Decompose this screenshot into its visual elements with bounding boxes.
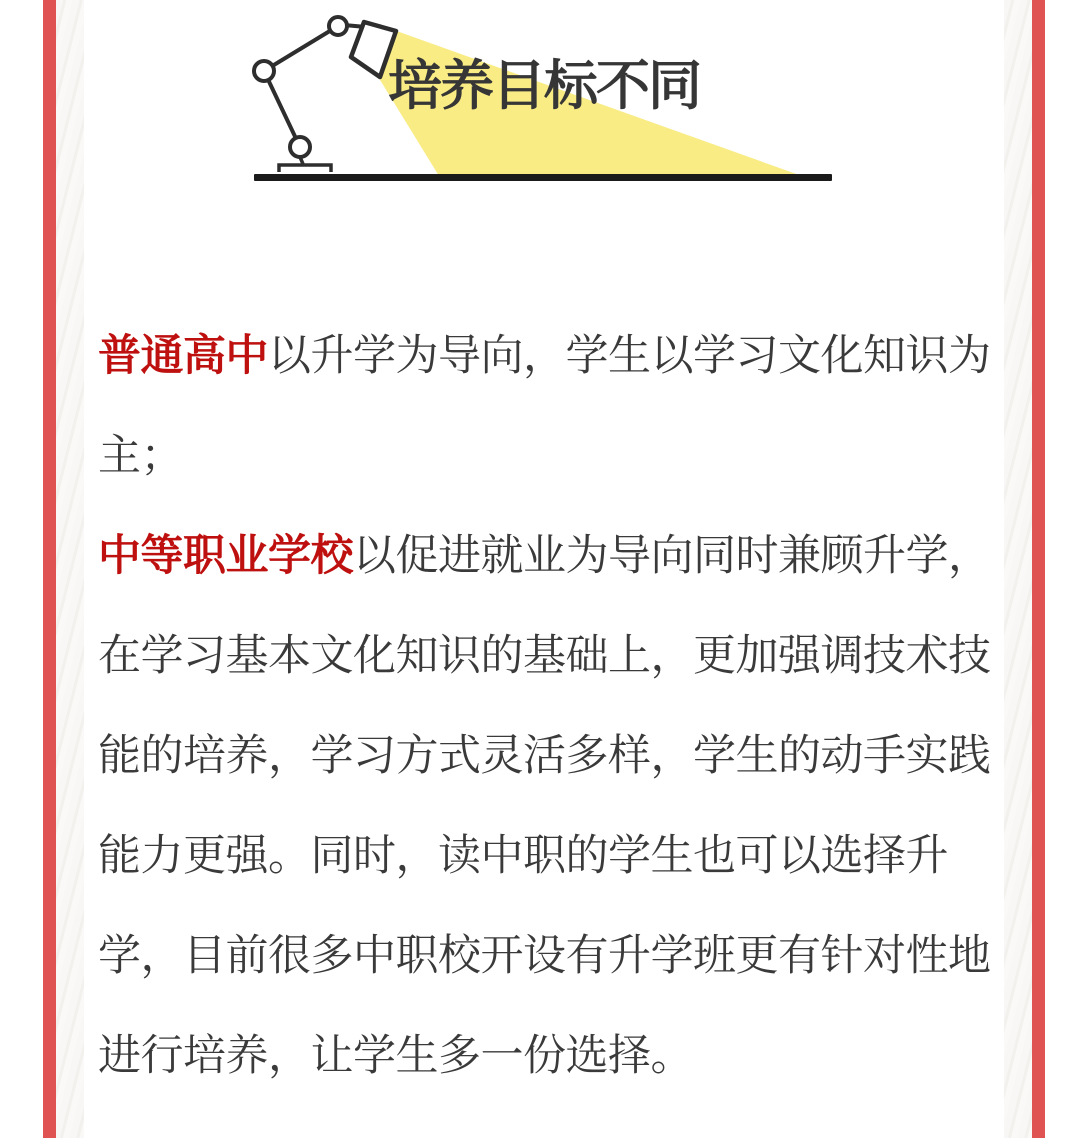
header-divider-rule [254,174,832,181]
paragraph-regular-high-school [98,306,998,506]
section-title: 培养目标不同 [388,56,700,116]
highlight-vocational-school: 中等职业学校 [98,532,353,580]
paragraph-text: 以升学为导向，学生以学习文化知识为主； [98,332,991,480]
paragraph-vocational-school [98,506,998,1106]
highlight-regular-high-school: 普通高中 [98,332,268,380]
article-body [98,306,998,1106]
paragraph-text: 以促进就业为导向同时兼顾升学，在学习基本文化知识的基础上，更加强调技术技能的培养，学习方式灵活多样，学生的动手实践能力更强。同时，读中职的学生也可以选择升学，目前很多中职校开设有升学班更有针对性地进行培养，让学生多一份选择。 [98,532,991,1080]
